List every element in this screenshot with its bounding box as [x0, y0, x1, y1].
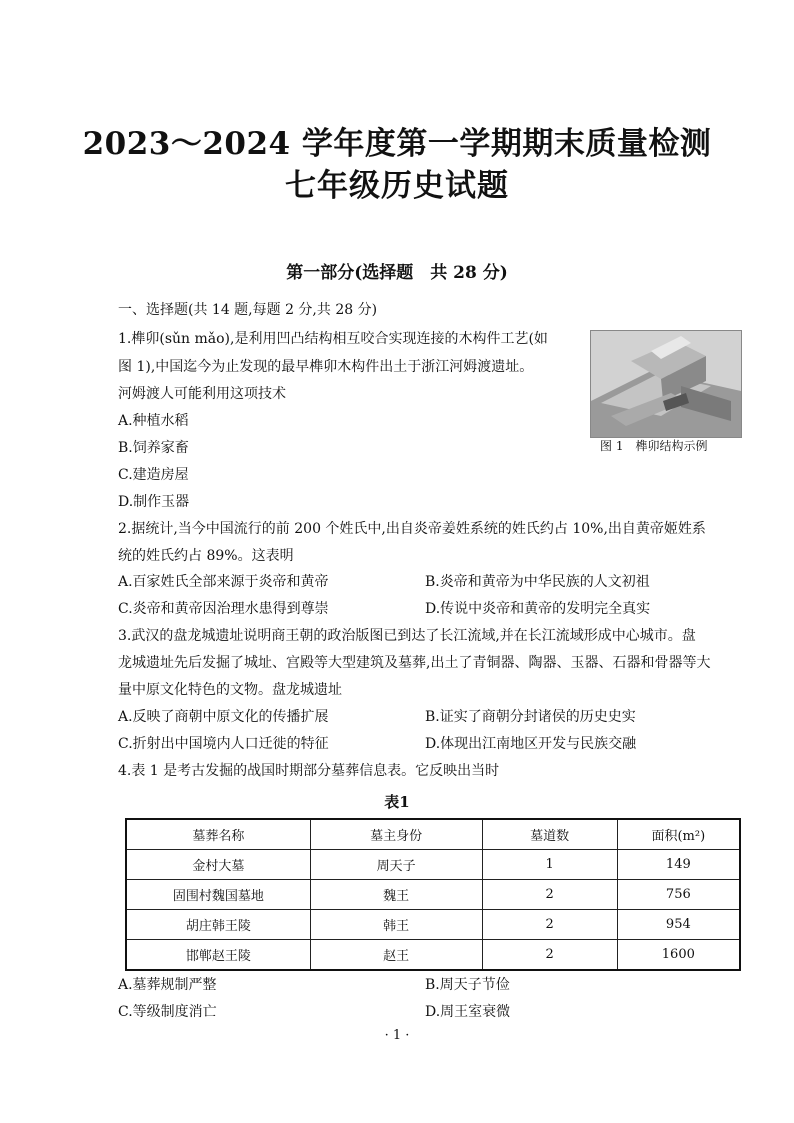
table-row: [126, 940, 740, 971]
table-cell: 韩王: [310, 910, 482, 940]
question-1-option-a: A.种植水稻: [118, 413, 189, 429]
table-header-cell: 墓道数: [482, 819, 617, 850]
question-2-option-c: C.炎帝和黄帝因治理水患得到尊崇: [118, 601, 329, 617]
table-header-row: [126, 819, 740, 850]
question-2-line-1: 2.据统计,当今中国流行的前 200 个姓氏中,出自炎帝姜姓系统的姓氏约占 10%,出自黄帝姬姓系: [118, 521, 706, 537]
tenon-mortise-photo-icon: [590, 330, 742, 438]
table-header-cell: 面积(m²): [617, 819, 740, 850]
question-1-option-d: D.制作玉器: [118, 494, 190, 510]
table-cell: 1: [482, 850, 617, 880]
table-cell: 2: [482, 910, 617, 940]
question-1-option-c: C.建造房屋: [118, 467, 189, 483]
question-2-option-b: B.炎帝和黄帝为中华民族的人文初祖: [425, 574, 650, 590]
question-4-option-d: D.周王室衰微: [425, 1004, 511, 1020]
table-cell: 1600: [617, 940, 740, 971]
table-cell: 邯郸赵王陵: [126, 940, 310, 971]
question-3-option-a: A.反映了商朝中原文化的传播扩展: [118, 709, 329, 725]
table-cell: 2: [482, 880, 617, 910]
table-row: [126, 880, 740, 910]
table-cell: 胡庄韩王陵: [126, 910, 310, 940]
table-1-title: 表1: [384, 793, 410, 811]
question-3-option-d: D.体现出江南地区开发与民族交融: [425, 736, 637, 752]
question-4-line-1: 4.表 1 是考古发掘的战国时期部分墓葬信息表。它反映出当时: [118, 763, 500, 779]
table-cell: 2: [482, 940, 617, 971]
tomb-info-table: [125, 818, 741, 971]
section-heading: 一、选择题(共 14 题,每题 2 分,共 28 分): [118, 302, 378, 318]
exam-title: 2023～2024 学年度第一学期期末质量检测: [82, 126, 712, 162]
table-header-cell: 墓主身份: [310, 819, 482, 850]
question-3-option-c: C.折射出中国境内人口迁徙的特征: [118, 736, 329, 752]
table-cell: 固围村魏国墓地: [126, 880, 310, 910]
table-header-cell: 墓葬名称: [126, 819, 310, 850]
part-title: 第一部分(选择题 共 28 分): [286, 263, 508, 283]
table-cell: 赵王: [310, 940, 482, 971]
table-cell: 149: [617, 850, 740, 880]
table-cell: 金村大墓: [126, 850, 310, 880]
exam-subtitle: 七年级历史试题: [285, 168, 509, 204]
table-row: [126, 850, 740, 880]
question-3-option-b: B.证实了商朝分封诸侯的历史史实: [425, 709, 636, 725]
question-1-option-b: B.饲养家畜: [118, 440, 189, 456]
table-cell: 756: [617, 880, 740, 910]
table-row: [126, 910, 740, 940]
question-3-line-3: 量中原文化特色的文物。盘龙城遗址: [118, 682, 342, 698]
question-4-option-b: B.周天子节俭: [425, 977, 510, 993]
table-cell: 954: [617, 910, 740, 940]
question-3-line-2: 龙城遗址先后发掘了城址、宫殿等大型建筑及墓葬,出土了青铜器、陶器、玉器、石器和骨器等大: [118, 655, 711, 671]
question-2-option-d: D.传说中炎帝和黄帝的发明完全真实: [425, 601, 651, 617]
table-cell: 魏王: [310, 880, 482, 910]
question-1-line-2: 图 1),中国迄今为止发现的最早榫卯木构件出土于浙江河姆渡遗址。: [118, 359, 534, 375]
figure-1-caption: 图 1 榫卯结构示例: [600, 439, 708, 453]
table-cell: 周天子: [310, 850, 482, 880]
question-4-option-a: A.墓葬规制严整: [118, 977, 217, 993]
question-1-line-3: 河姆渡人可能利用这项技术: [118, 386, 286, 402]
page-number: · 1 ·: [384, 1028, 410, 1043]
question-2-option-a: A.百家姓氏全部来源于炎帝和黄帝: [118, 574, 329, 590]
question-2-line-2: 统的姓氏约占 89%。这表明: [118, 548, 294, 564]
question-3-line-1: 3.武汉的盘龙城遗址说明商王朝的政治版图已到达了长江流域,并在长江流域形成中心城市。盘: [118, 628, 696, 644]
question-4-option-c: C.等级制度消亡: [118, 1004, 217, 1020]
question-1-line-1: 1.榫卯(sǔn mǎo),是利用凹凸结构相互咬合实现连接的木构件工艺(如: [118, 331, 548, 347]
